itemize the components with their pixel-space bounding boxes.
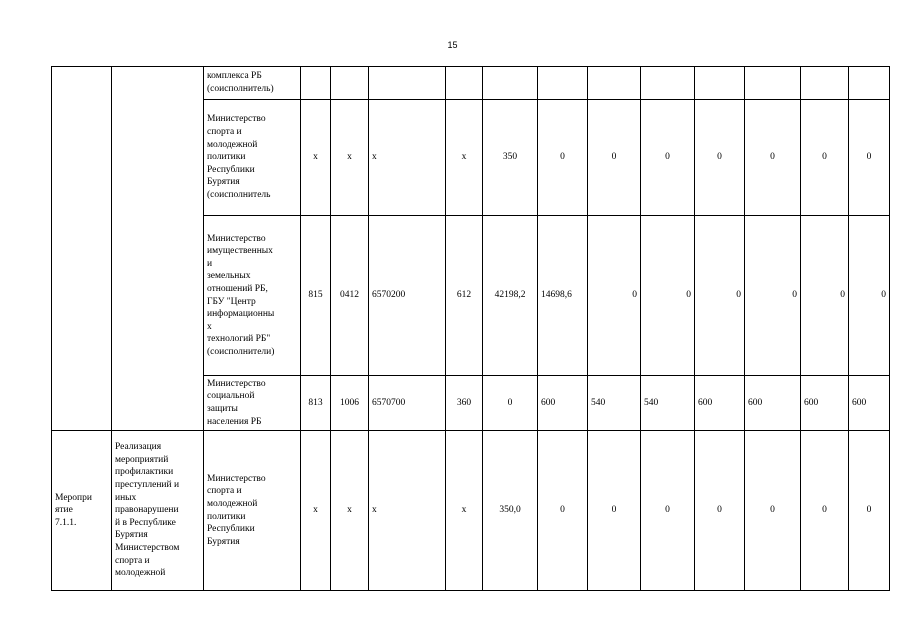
value-cell: 815 — [301, 216, 331, 376]
value-cell: 0 — [641, 216, 695, 376]
value-cell: 0 — [588, 216, 641, 376]
value-cell: 600 — [745, 376, 801, 431]
executor-cell: Министерство социальной защиты населения РБ — [204, 376, 301, 431]
value-cell: x — [369, 431, 446, 591]
value-cell: 0 — [695, 100, 745, 216]
value-cell — [695, 67, 745, 100]
value-cell: 540 — [641, 376, 695, 431]
value-cell: 0 — [588, 431, 641, 591]
value-cell: 600 — [849, 376, 890, 431]
value-cell — [331, 67, 369, 100]
value-cell: 0 — [801, 431, 849, 591]
value-cell: 0 — [745, 431, 801, 591]
value-cell — [483, 67, 538, 100]
value-cell: 0 — [695, 216, 745, 376]
value-cell: 0 — [695, 431, 745, 591]
value-cell: 600 — [801, 376, 849, 431]
value-cell: 540 — [588, 376, 641, 431]
value-cell: 0 — [801, 100, 849, 216]
value-cell — [745, 67, 801, 100]
value-cell: 0 — [538, 100, 588, 216]
value-cell: 6570700 — [369, 376, 446, 431]
value-cell: 0 — [538, 431, 588, 591]
value-cell: x — [331, 431, 369, 591]
value-cell: x — [369, 100, 446, 216]
value-cell — [538, 67, 588, 100]
table-cell — [112, 67, 204, 431]
value-cell: 0 — [849, 431, 890, 591]
measure-name: Реализация мероприятий профилактики преступлений и иных правонарушени й в Республике Бурятия Министерством спорта и молодежной — [112, 431, 204, 591]
executor-cell: Министерство имущественных и земельных отношений РБ, ГБУ "Центр информационны х технологий РБ" (соисполнители) — [204, 216, 301, 376]
value-cell: 0 — [849, 216, 890, 376]
value-cell — [801, 67, 849, 100]
table-cell — [52, 67, 112, 431]
value-cell: 0 — [641, 100, 695, 216]
value-cell: 600 — [695, 376, 745, 431]
value-cell: 0 — [641, 431, 695, 591]
executor-cell: Министерство спорта и молодежной политики Республики Бурятия — [204, 431, 301, 591]
value-cell: x — [301, 431, 331, 591]
value-cell: 0 — [849, 100, 890, 216]
value-cell: 360 — [446, 376, 483, 431]
value-cell: 0 — [745, 100, 801, 216]
executor-cell: Министерство спорта и молодежной политики Республики Бурятия (соисполнитель — [204, 100, 301, 216]
value-cell: 0 — [745, 216, 801, 376]
value-cell: 0 — [588, 100, 641, 216]
budget-table — [51, 66, 890, 591]
value-cell — [301, 67, 331, 100]
value-cell: 612 — [446, 216, 483, 376]
value-cell — [641, 67, 695, 100]
measure-code: Меропри ятие 7.1.1. — [52, 431, 112, 591]
value-cell: x — [331, 100, 369, 216]
value-cell: 0412 — [331, 216, 369, 376]
table-row — [52, 431, 890, 591]
value-cell — [588, 67, 641, 100]
value-cell: 1006 — [331, 376, 369, 431]
value-cell: 0 — [801, 216, 849, 376]
value-cell: 6570200 — [369, 216, 446, 376]
value-cell: 350 — [483, 100, 538, 216]
value-cell: 42198,2 — [483, 216, 538, 376]
value-cell: 600 — [538, 376, 588, 431]
value-cell: x — [301, 100, 331, 216]
value-cell: x — [446, 431, 483, 591]
value-cell: 350,0 — [483, 431, 538, 591]
value-cell — [849, 67, 890, 100]
table-row — [52, 67, 890, 100]
executor-cell: комплекса РБ (соисполнитель) — [204, 67, 301, 100]
value-cell: 813 — [301, 376, 331, 431]
value-cell: x — [446, 100, 483, 216]
value-cell — [369, 67, 446, 100]
value-cell: 14698,6 — [538, 216, 588, 376]
page-number: 15 — [447, 40, 458, 50]
value-cell — [446, 67, 483, 100]
value-cell: 0 — [483, 376, 538, 431]
